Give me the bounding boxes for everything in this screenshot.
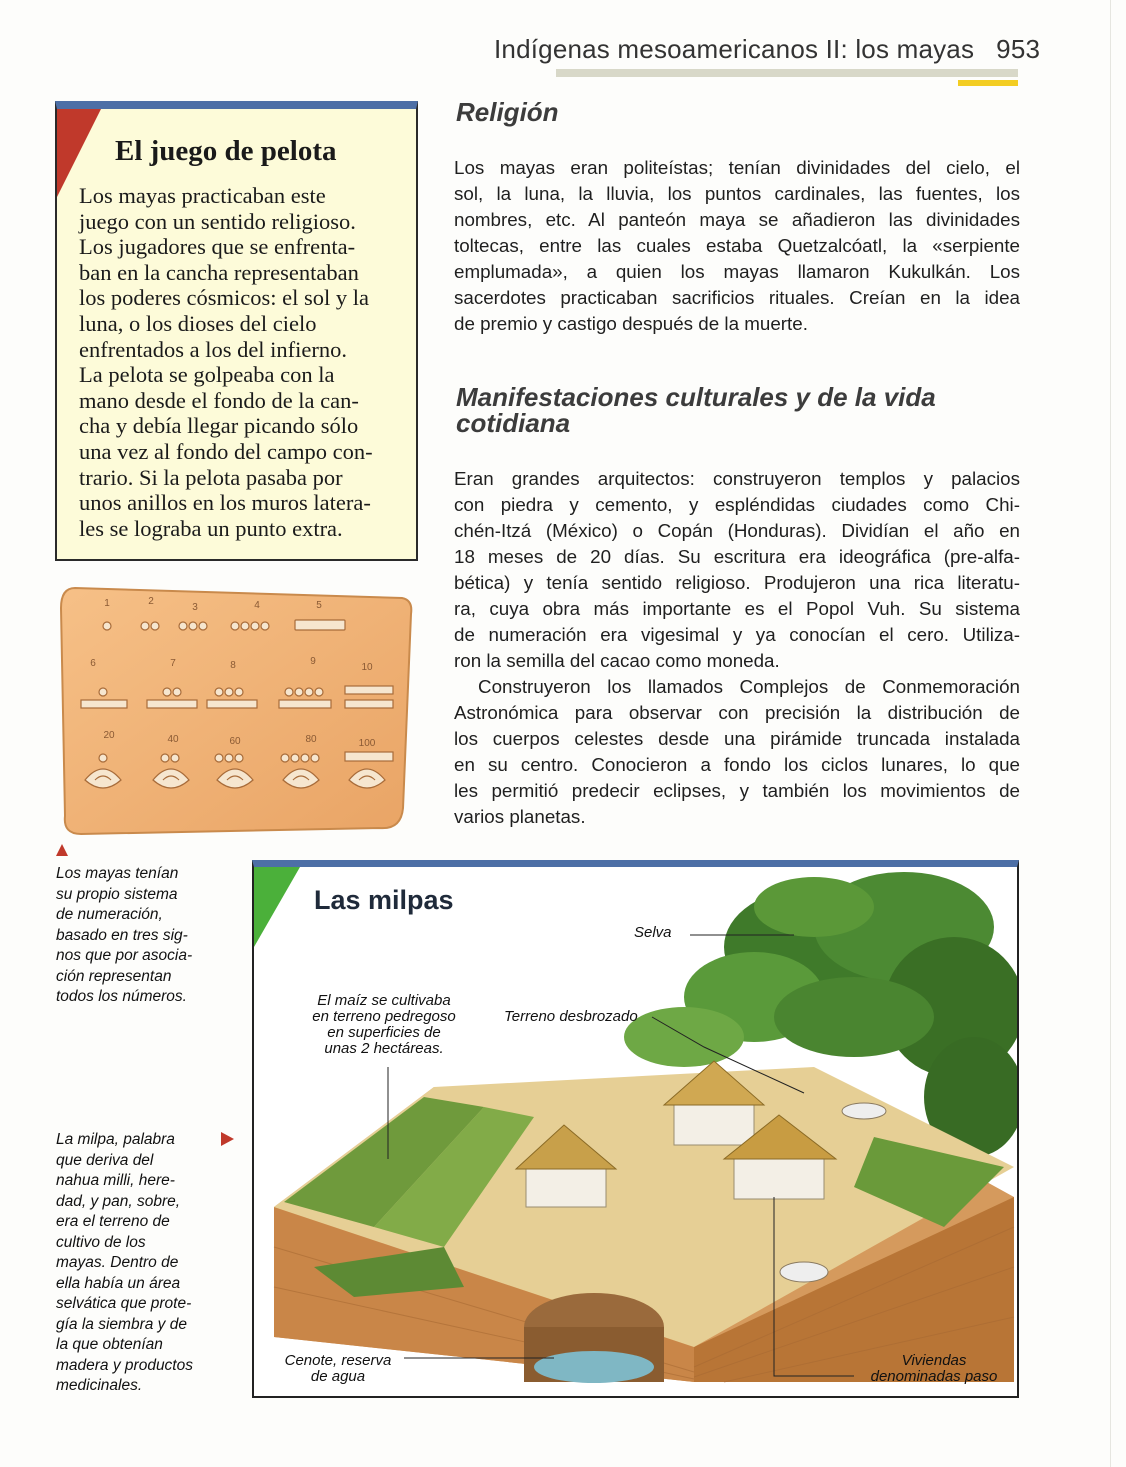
culture-line: Construyeron los llamados Complejos de Conmemoración [478,676,1020,697]
culture-line: Astronómica para observar con precisión la distribución de [454,702,1020,723]
caption-line: cultivo de los [56,1233,146,1251]
culture-line: ron la semilla del cacao como moneda. [454,650,780,671]
ball-game-text [79,183,409,541]
tablet-number: 8 [230,660,236,671]
caption-line: medicinales. [56,1377,143,1394]
tablet-number: 9 [310,656,316,667]
culture-paragraph-1 [454,466,1020,674]
caption-line: ción representan [56,967,172,985]
caption-line: la que obtenían [56,1336,163,1353]
caption-line: La milpa, palabra [56,1131,175,1148]
tablet-number: 7 [170,658,176,669]
page-number: 953 [996,34,1041,64]
tablet-number: 60 [229,736,241,747]
milpa-illustration [254,867,1017,1396]
box-line: Los mayas practicaban este [79,183,326,208]
caption-line: era el terreno de [56,1213,170,1230]
tablet-number: 5 [316,600,322,611]
religion-text [454,155,1020,337]
culture-line: les permitió predecir eclipses, y también los movimientos de [454,780,1020,801]
panel-corner-triangle [254,867,300,947]
religion-line: toltecas, entre las cuales estaba Quetzalcóatl, la «serpiente [454,235,1020,256]
caption-line: gía la siembra y de [56,1315,187,1333]
label-cenote [268,1353,408,1385]
tablet-number: 4 [254,600,260,611]
caption-line: su propio sistema [56,885,178,903]
caption-line: madera y productos [56,1356,193,1374]
label-maiz [284,993,484,1057]
tablet-number: 100 [358,738,376,749]
religion-line: sacerdotes practicaban sacrificios rituales. Creían en la idea [454,287,1020,308]
religion-line: sol, la luna, la lluvia, los puntos cardinales, las fuentes, los [454,183,1020,204]
culture-line: en su centro. Conocieron a fondo los ciclos lunares, lo que [454,754,1020,775]
box-line: los poderes cósmicos: el sol y la [79,285,369,311]
caption-line: mayas. Dentro de [56,1254,179,1271]
tablet-number: 1 [104,598,110,609]
header-accent-bar [958,80,1018,86]
label-line: unas 2 hectáreas. [324,1040,444,1057]
box-line: ban en la cancha representaban [79,259,359,285]
culture-line: ra, cuya obra más importante es el Popol Vuh. Su sistema [454,598,1020,619]
ball-game-title: El juego de pelota [115,135,337,167]
caption-line: de numeración, [56,906,163,923]
box-line: mano desde el fondo de la can- [79,387,359,413]
box-line: unos anillos en los muros latera- [79,490,371,516]
religion-line: de premio y castigo después de la muerte. [454,313,808,334]
box-line: enfrentados a los del infierno. [79,336,348,362]
label-line: denominadas paso [870,1368,998,1385]
page-edge-line [1110,0,1111,1467]
ball-game-box [55,101,418,561]
religion-line: emplumada», a quien los mayas llamaron Kukulkán. Los [454,261,1020,282]
tablet-number: 3 [192,602,198,613]
box-line: La pelota se golpeaba con la [79,362,335,388]
label-viviendas [854,1353,1014,1385]
box-line: trario. Si la pelota pasaba por [79,464,343,490]
caption-arrow-up-icon [56,844,68,856]
header-title-text: Indígenas mesoamericanos II: los mayas [494,34,975,64]
culture-line: bética) y tenía sentido religioso. Produjeron una rica literatu- [454,572,1020,593]
label-line: El maíz se cultivaba [317,992,451,1009]
culture-line: los cuerpos celestes desde una pirámide truncada instalada [454,728,1020,749]
culture-line: de numeración era vigesimal y ya conocían el cero. Utiliza- [454,624,1020,645]
culture-heading [456,384,936,436]
caption-line: todos los números. [56,988,187,1005]
label-line: de agua [310,1368,366,1385]
box-line: les se lograba un punto extra. [79,515,343,541]
milpas-panel [252,860,1019,1398]
maya-numeral-tablet [57,580,417,842]
label-line: en terreno pedregoso [312,1008,456,1025]
caption-line: que deriva del [56,1151,154,1169]
culture-line: con piedra y cemento, y espléndidas ciudades como Chi- [454,494,1020,515]
caption-line: ella había un área [56,1274,181,1292]
caption-line: Los mayas tenían [56,865,179,882]
label-selva: Selva [634,924,672,941]
tablet-number: 6 [90,658,96,669]
label-line: Cenote, reserva [284,1352,392,1369]
milpas-title: Las milpas [314,885,454,915]
tablet-number: 20 [103,730,115,741]
label-line: Viviendas [901,1352,967,1369]
religion-heading: Religión [456,97,559,127]
tablet-number: 40 [167,734,179,745]
box-line: luna, o los dioses del cielo [79,310,317,336]
culture-paragraph-2 [454,674,1020,830]
page-header-title [494,34,1040,65]
culture-line: 18 meses de 20 días. Su escritura era ideográfica (pre-alfa- [454,546,1020,567]
box-line: cha y debía llegar picando sólo [79,413,359,439]
box-line: una vez al fondo del campo con- [79,438,373,464]
tablet-number: 2 [148,596,154,607]
culture-line: varios planetas. [454,806,586,827]
caption-numbers [56,864,192,1008]
culture-line: Eran grandes arquitectos: construyeron templos y palacios [454,468,1020,489]
culture-heading-line: cotidiana [456,408,571,438]
culture-line: chén-Itzá (México) o Copán (Honduras). Dividían el año en [454,520,1020,541]
caption-arrow-right-icon [221,1132,234,1146]
caption-line: dad, y pan, sobre, [56,1192,181,1210]
caption-milpa [56,1130,193,1397]
culture-heading-line: Manifestaciones culturales y de la vida [456,382,936,412]
caption-line: basado en tres sig- [56,926,188,944]
box-line: Los jugadores que se enfrenta- [79,234,356,260]
religion-line: nombres, etc. Al panteón maya se añadieron las divinidades [454,209,1020,230]
box-line: juego con un sentido religioso. [79,208,356,234]
tablet-number: 80 [305,734,317,745]
caption-line: nos que por asocia- [56,947,193,964]
religion-line: Los mayas eran politeístas; tenían divinidades del cielo, el [454,157,1020,178]
header-rule [556,69,1018,77]
label-line: en superficies de [327,1024,441,1041]
label-terreno: Terreno desbrozado [504,1008,638,1025]
caption-line: selvática que prote- [56,1295,192,1312]
caption-line: nahua milli, here- [56,1172,175,1189]
tablet-number: 10 [361,662,373,673]
